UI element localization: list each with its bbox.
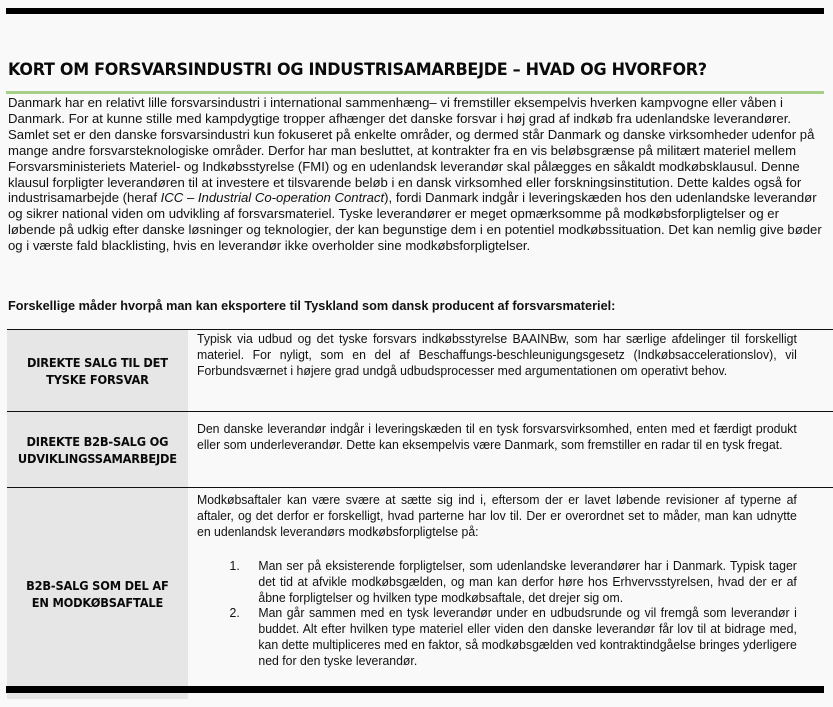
method-label-cell bbox=[7, 488, 188, 700]
intro-text-part-1: Danmark har en relativt lille forsvarsindustri i international sammenhæng– vi fremstiller eksempelvis hverken kampvogne eller våben i Danmark. For at kunne stille med kampdygtige tropper afhænger det danske forsvar i høj grad af indkøb fra udenlandske leverandører. Samlet set er den danske forsvarsindustri kun fokuseret på enkelte områder, og dermed står Danmark og danske virksomheder udenfor på mange andre forsvarsteknologiske områder. Derfor har man besluttet, at kontrakter fra en vis beløbsgrænse på militært materiel mellem Forsvarsministeriets Materiel- og Indkøbsstyrelse (FMI) og en udenlandsk leverandør skal pålægges en såkaldt modkøbsklausul. Denne klausul forpligter leverandøren til at investere et tilsvarende beløb i en dansk virksomhed eller forskningsinstitution. Dette kaldes også for industrisamarbejde (heraf bbox=[8, 95, 815, 206]
list-item-number: 2. bbox=[229, 605, 240, 621]
method-description: Typisk via udbud og det tyske forsvars indkøbsstyrelse BAAINBw, som har særlige afdelinger til forskelligt materiel. For nyligt, som en del af Beschaffungs-beschleunigungsgesetz (Indkøbsaccelerationslov), vil Forbundsværnet i højere grad undgå udbudsprocesser med argumentationen om operativt behov. bbox=[196, 331, 797, 378]
table-row bbox=[7, 488, 833, 700]
method-description: Modkøbsaftaler kan være svære at sætte sig ind i, eftersom der er lavet løbende revisioner af typerne af aftaler, og det derfor er forskelligt, hvad parterne har lov til. Der er overordnet set to måder, man kan udnytte en udenlandsk leverandørs modkøbsforpligtelse på: bbox=[196, 492, 797, 539]
intro-paragraph bbox=[8, 95, 823, 254]
list-item-number: 1. bbox=[229, 557, 240, 573]
list-item bbox=[197, 558, 797, 606]
method-label-cell bbox=[7, 330, 188, 412]
method-label: DIREKTE B2B-SALG OG UDVIKLINGSSAMARBEJDE bbox=[17, 433, 177, 466]
bottom-divider-bar bbox=[6, 686, 824, 693]
list-item-text: Man ser på eksisterende forpligtelser, som udenlandske leverandører har i Danmark. Typisk tager det tid at afvikle modkøbsgælden, og man kan derfor høre hos Erhvervsstyrelsen, hvad der er af åbne forpligtelser og hvilken type modkøbsaftale, det drejer sig om. bbox=[258, 557, 797, 605]
method-description: Den danske leverandør indgår i leveringskæden til en tysk forsvarsvirksomhed, enten med et færdigt produkt eller som underleverandør. Dette kan eksempelvis være Danmark, som fremstiller en radar til en tysk fregat. bbox=[196, 421, 797, 452]
top-divider-bar bbox=[6, 8, 824, 14]
intro-text-part-2: ), fordi Danmark indgår i leveringskæden hos den udenlandske leverandør og sikrer national viden om udvikling af forsvarsmateriel. Tyske leverandører er meget opmærksomme på modkøbsforpligtelser og er løbende på udkig efter danske løsninger og teknologier, der kan begunstige dem i en potentiel modkøbssituation. Det kan nemlig give bøder og i værste fald blacklisting, hvis en leverandør ikke overholder sine modkøbsforpligtelser. bbox=[8, 190, 822, 254]
intro-italic-term: ICC – Industrial Co-operation Contract bbox=[160, 190, 385, 206]
method-label: DIREKTE SALG TIL DET TYSKE FORSVAR bbox=[26, 354, 168, 387]
method-label-cell bbox=[7, 412, 188, 488]
method-label: B2B-SALG SOM DEL AF EN MODKØBSAFTALE bbox=[26, 577, 169, 610]
counter-trade-options-list bbox=[197, 558, 797, 669]
title-accent-rule bbox=[6, 91, 824, 94]
method-description-cell bbox=[188, 412, 833, 488]
method-description-cell bbox=[188, 488, 833, 700]
table-row bbox=[7, 412, 833, 488]
export-methods-heading: Forskellige måder hvorpå man kan eksportere til Tyskland som dansk producent af forsvarsmateriel: bbox=[8, 298, 616, 313]
list-item bbox=[197, 605, 797, 669]
list-item-text: Man går sammen med en tysk leverandør under en udbudsrunde og vil fremgå som leverandør i buddet. Alt efter hvilken type materiel eller viden den danske leverandør får lov til at bidrage med, kan dette multipliceres med en faktor, så modkøbsgælden ved kontraktindgåelse bringes yderligere ned for den tyske leverandør. bbox=[258, 605, 797, 669]
export-methods-table bbox=[7, 329, 833, 699]
table-row bbox=[7, 330, 833, 412]
method-description-cell bbox=[188, 330, 833, 412]
method-description-block bbox=[197, 492, 797, 669]
page-title: KORT OM FORSVARSINDUSTRI OG INDUSTRISAMARBEJDE – HVAD OG HVORFOR? bbox=[8, 60, 707, 80]
